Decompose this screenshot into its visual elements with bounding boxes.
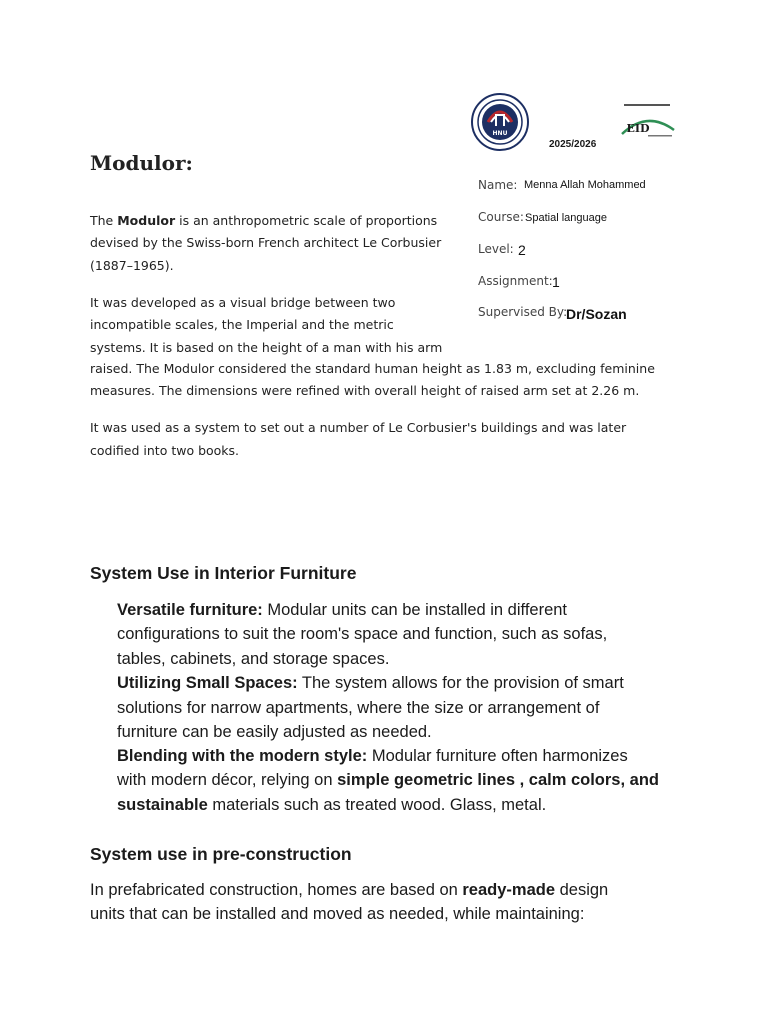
intro-line: It was developed as a visual bridge between two [90,295,396,310]
furniture-line: furniture can be easily adjusted as needed. [117,723,432,741]
construction-line: units that can be installed and moved as needed, while maintaining: [90,905,585,923]
supervised-label: Supervised By: [478,305,568,319]
logo-eid-text: EID [626,122,650,135]
furniture-line: sustainable materials such as treated wood. Glass, metal. [117,796,547,814]
intro-line: The Modulor is an anthropometric scale of proportions [90,213,438,228]
section-heading-pre-construction: System use in pre-construction [90,844,352,864]
small-spaces-term: Utilizing Small Spaces: [117,674,298,692]
furniture-line: configurations to suit the room's space and function, such as sofas, [117,625,608,643]
intro-line: codified into two books. [90,443,240,458]
name-value: Menna Allah Mohammed [524,179,646,191]
modulor-term: Modulor [117,213,176,228]
page-title: Modulor: [90,151,193,175]
furniture-line: Blending with the modern style: Modular furniture often harmonizes [117,747,628,765]
construction-line: In prefabricated construction, homes are based on ready-made design [90,881,609,899]
intro-line: It was used as a system to set out a number of Le Corbusier's buildings and was later [90,420,627,435]
ready-made-term: ready-made [462,881,556,899]
furniture-line: with modern décor, relying on simple geometric lines , calm colors, and [117,771,659,789]
academic-year: 2025/2026 [549,139,597,150]
course-label: Course: [478,210,524,224]
pre-construction-text [90,0,710,930]
assignment-value: 1 [552,274,560,290]
course-value: Spatial language [525,212,607,224]
intro-line: measures. The dimensions were refined with overall height of raised arm set at 2.26 m. [90,383,640,398]
assignment-label: Assignment: [478,274,553,288]
intro-line: devised by the Swiss-born French architect Le Corbusier [90,235,442,250]
modern-style-term: Blending with the modern style: [117,747,368,765]
intro-line: systems. It is based on the height of a man with his arm [90,340,443,355]
supervised-value: Dr/Sozan [566,306,627,322]
level-label: Level: [478,242,514,256]
name-label: Name: [478,178,518,192]
furniture-line: tables, cabinets, and storage spaces. [117,650,390,668]
level-value: 2 [518,242,526,258]
furniture-line: Versatile furniture: Modular units can be installed in different [117,601,568,619]
intro-line: incompatible scales, the Imperial and the metric [90,317,394,332]
intro-line: raised. The Modulor considered the standard human height as 1.83 m, excluding feminine [90,361,655,376]
logo-hnu-text: HNU [492,130,508,137]
intro-line: (1887–1965). [90,258,174,273]
section-heading-interior-furniture: System Use in Interior Furniture [90,563,357,583]
furniture-line: Utilizing Small Spaces: The system allows for the provision of smart [117,674,624,692]
versatile-furniture-term: Versatile furniture: [117,601,263,619]
furniture-line: solutions for narrow apartments, where the size or arrangement of [117,699,600,717]
